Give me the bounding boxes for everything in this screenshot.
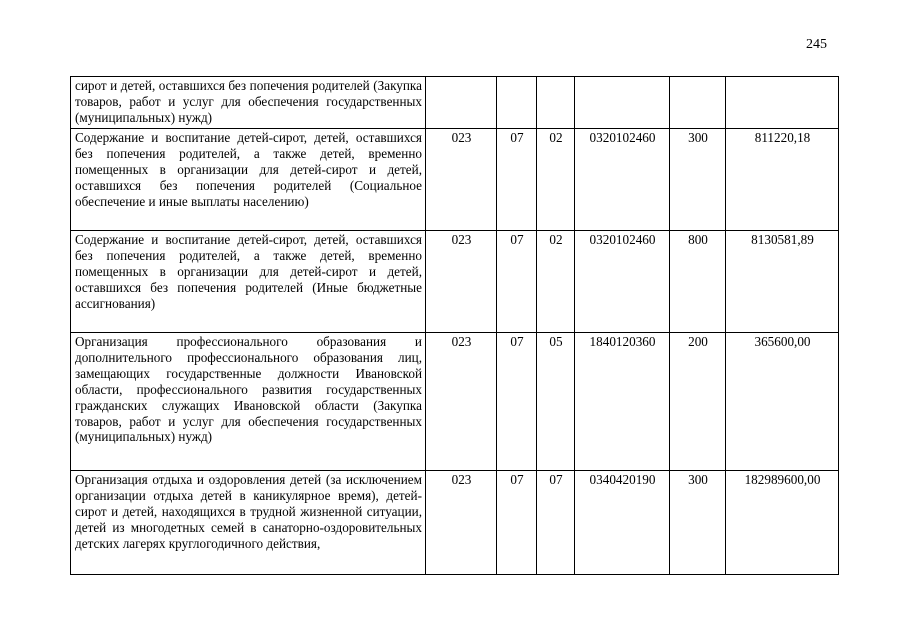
subsection-code: 05 bbox=[537, 333, 575, 471]
table-row bbox=[71, 333, 839, 471]
ministry-code: 023 bbox=[426, 231, 497, 333]
target-article-code: 0320102460 bbox=[575, 231, 670, 333]
expense-type-code: 200 bbox=[670, 333, 726, 471]
target-article-code: 0320102460 bbox=[575, 129, 670, 231]
section-code: 07 bbox=[497, 231, 537, 333]
amount: 182989600,00 bbox=[726, 471, 839, 575]
target-article-code bbox=[575, 77, 670, 129]
ministry-code: 023 bbox=[426, 333, 497, 471]
section-code: 07 bbox=[497, 129, 537, 231]
amount: 365600,00 bbox=[726, 333, 839, 471]
section-code: 07 bbox=[497, 333, 537, 471]
amount bbox=[726, 77, 839, 129]
table-row bbox=[71, 471, 839, 575]
section-code bbox=[497, 77, 537, 129]
expense-type-code: 800 bbox=[670, 231, 726, 333]
target-article-code: 0340420190 bbox=[575, 471, 670, 575]
ministry-code: 023 bbox=[426, 129, 497, 231]
row-description: Организация профессионального образования и дополнительного профессионального образования лиц, замещающих государственные должности Ивановской области, профессионального развития государственных гражданских служащих Ивановской области (Закупка товаров, работ и услуг для обеспечения государственных (муниципальных) нужд) bbox=[71, 333, 426, 471]
ministry-code bbox=[426, 77, 497, 129]
row-description: Содержание и воспитание детей-сирот, детей, оставшихся без попечения родителей, а также детей, временно помещенных в организации для детей-сирот и детей, оставшихся без попечения родителей (Иные бюджетные ассигнования) bbox=[71, 231, 426, 333]
row-description: Содержание и воспитание детей-сирот, детей, оставшихся без попечения родителей, а также детей, временно помещенных в организации для детей-сирот и детей, оставшихся без попечения родителей (Социальное обеспечение и иные выплаты населению) bbox=[71, 129, 426, 231]
amount: 811220,18 bbox=[726, 129, 839, 231]
subsection-code: 07 bbox=[537, 471, 575, 575]
subsection-code: 02 bbox=[537, 231, 575, 333]
table-row bbox=[71, 231, 839, 333]
expense-type-code bbox=[670, 77, 726, 129]
expense-type-code: 300 bbox=[670, 471, 726, 575]
table-row bbox=[71, 77, 839, 129]
section-code: 07 bbox=[497, 471, 537, 575]
target-article-code: 1840120360 bbox=[575, 333, 670, 471]
page-number: 245 bbox=[806, 37, 827, 52]
row-description: сирот и детей, оставшихся без попечения родителей (Закупка товаров, работ и услуг для обеспечения государственных (муниципальных) нужд) bbox=[71, 77, 426, 129]
subsection-code: 02 bbox=[537, 129, 575, 231]
ministry-code: 023 bbox=[426, 471, 497, 575]
amount: 8130581,89 bbox=[726, 231, 839, 333]
subsection-code bbox=[537, 77, 575, 129]
expense-type-code: 300 bbox=[670, 129, 726, 231]
row-description: Организация отдыха и оздоровления детей (за исключением организации отдыха детей в каникулярное время), детей-сирот и детей, находящихся в трудной жизненной ситуации, детей из многодетных семей в санаторно-оздоровительных детских лагерях круглогодичного действия, bbox=[71, 471, 426, 575]
table-row bbox=[71, 129, 839, 231]
budget-table bbox=[70, 76, 839, 575]
